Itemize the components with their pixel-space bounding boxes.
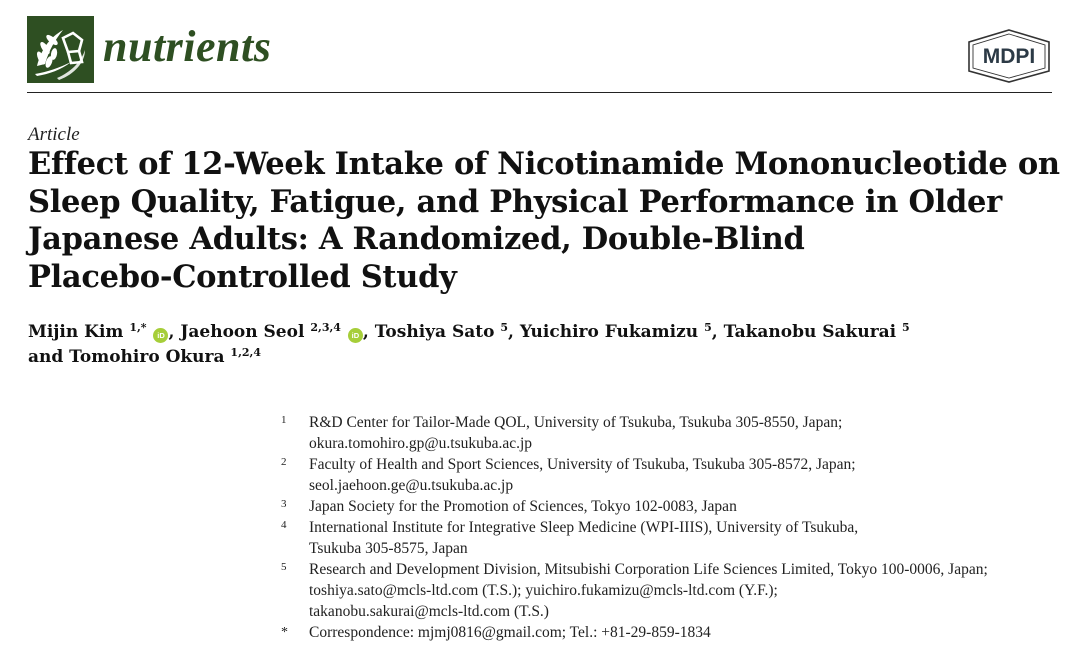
affiliation-email[interactable]: takanobu.sakurai@mcls-ltd.com (T.S.) (309, 603, 549, 620)
journal-name: nutrients (103, 22, 272, 71)
author-separator: , (711, 322, 724, 342)
affiliation-item (281, 559, 1071, 622)
affiliation-number: 5 (281, 561, 287, 573)
publisher-name: MDPI (982, 45, 1036, 68)
orcid-icon[interactable]: iD (153, 328, 168, 343)
article-title (28, 146, 1058, 296)
affiliation-number: 4 (281, 519, 287, 531)
affiliation-number: 1 (281, 414, 287, 426)
author-name: and Tomohiro Okura (28, 347, 225, 367)
author-separator: , (362, 322, 375, 342)
affiliation-item (281, 454, 1071, 496)
author-separator: , (508, 322, 520, 342)
affiliation-list (281, 412, 1071, 643)
affiliation-number: 2 (281, 456, 287, 468)
affiliation-email[interactable]: toshiya.sato@mcls-ltd.com (T.S.); yuichiro.fukamizu@mcls-ltd.com (Y.F.); (309, 582, 778, 599)
affiliation-item (281, 496, 1071, 517)
correspondence-marker: * (281, 625, 288, 640)
journal-logo-icon (27, 16, 94, 83)
affiliation-email[interactable]: seol.jaehoon.ge@u.tsukuba.ac.jp (309, 477, 514, 494)
author-line (28, 345, 1068, 370)
affiliation-number: 3 (281, 498, 287, 510)
author-name: Takanobu Sakurai (723, 322, 897, 342)
author-name: Mijin Kim (28, 322, 124, 342)
affiliation-text: Japan Society for the Promotion of Sciences, Tokyo 102-0083, Japan (309, 498, 737, 515)
title-line: Placebo-Controlled Study (28, 258, 457, 295)
mdpi-logo-icon (966, 28, 1052, 84)
article-type: Article (28, 124, 80, 145)
affiliation-email[interactable]: okura.tomohiro.gp@u.tsukuba.ac.jp (309, 435, 533, 452)
leaf-wreath-icon (27, 16, 94, 83)
title-line: Japanese Adults: A Randomized, Double-Blind (28, 221, 805, 257)
author-affiliation-marker: 5 (902, 321, 910, 334)
author-name: Jaehoon Seol (180, 322, 305, 342)
orcid-icon[interactable]: iD (348, 328, 363, 343)
author-affiliation-marker: 2,3,4 (310, 321, 341, 334)
affiliation-item (281, 517, 1071, 559)
title-line: Sleep Quality, Fatigue, and Physical Performance in Older (28, 183, 1002, 220)
author-line (28, 320, 1068, 345)
author-affiliation-marker: 5 (500, 321, 509, 334)
author-name: Yuichiro Fukamizu (519, 322, 699, 342)
author-list (28, 320, 1068, 370)
affiliation-text: International Institute for Integrative Sleep Medicine (WPI-IIIS), University of Tsukuba, (309, 519, 859, 536)
author-affiliation-marker: 1,2,4 (230, 346, 262, 359)
header-divider (27, 92, 1052, 93)
author-separator: , (168, 322, 181, 342)
affiliation-text: Faculty of Health and Sport Sciences, University of Tsukuba, Tsukuba 305-8572, Japan; (309, 456, 856, 473)
author-affiliation-marker: 5 (704, 321, 712, 334)
author-name: Toshiya Sato (374, 322, 495, 342)
correspondence-item (281, 622, 1071, 643)
affiliation-text: R&D Center for Tailor-Made QOL, University of Tsukuba, Tsukuba 305-8550, Japan; (309, 414, 843, 431)
title-line: Effect of 12-Week Intake of Nicotinamide Mononucleotide on (28, 146, 1060, 182)
affiliation-text: Tsukuba 305-8575, Japan (309, 540, 468, 557)
affiliation-text: Research and Development Division, Mitsubishi Corporation Life Sciences Limited, Tokyo 100-0006, Japan; (309, 561, 988, 578)
correspondence-text[interactable]: Correspondence: mjmj0816@gmail.com; Tel.: +81-29-859-1834 (309, 624, 711, 641)
author-affiliation-marker: 1,* (129, 321, 147, 334)
affiliation-item (281, 412, 1071, 454)
